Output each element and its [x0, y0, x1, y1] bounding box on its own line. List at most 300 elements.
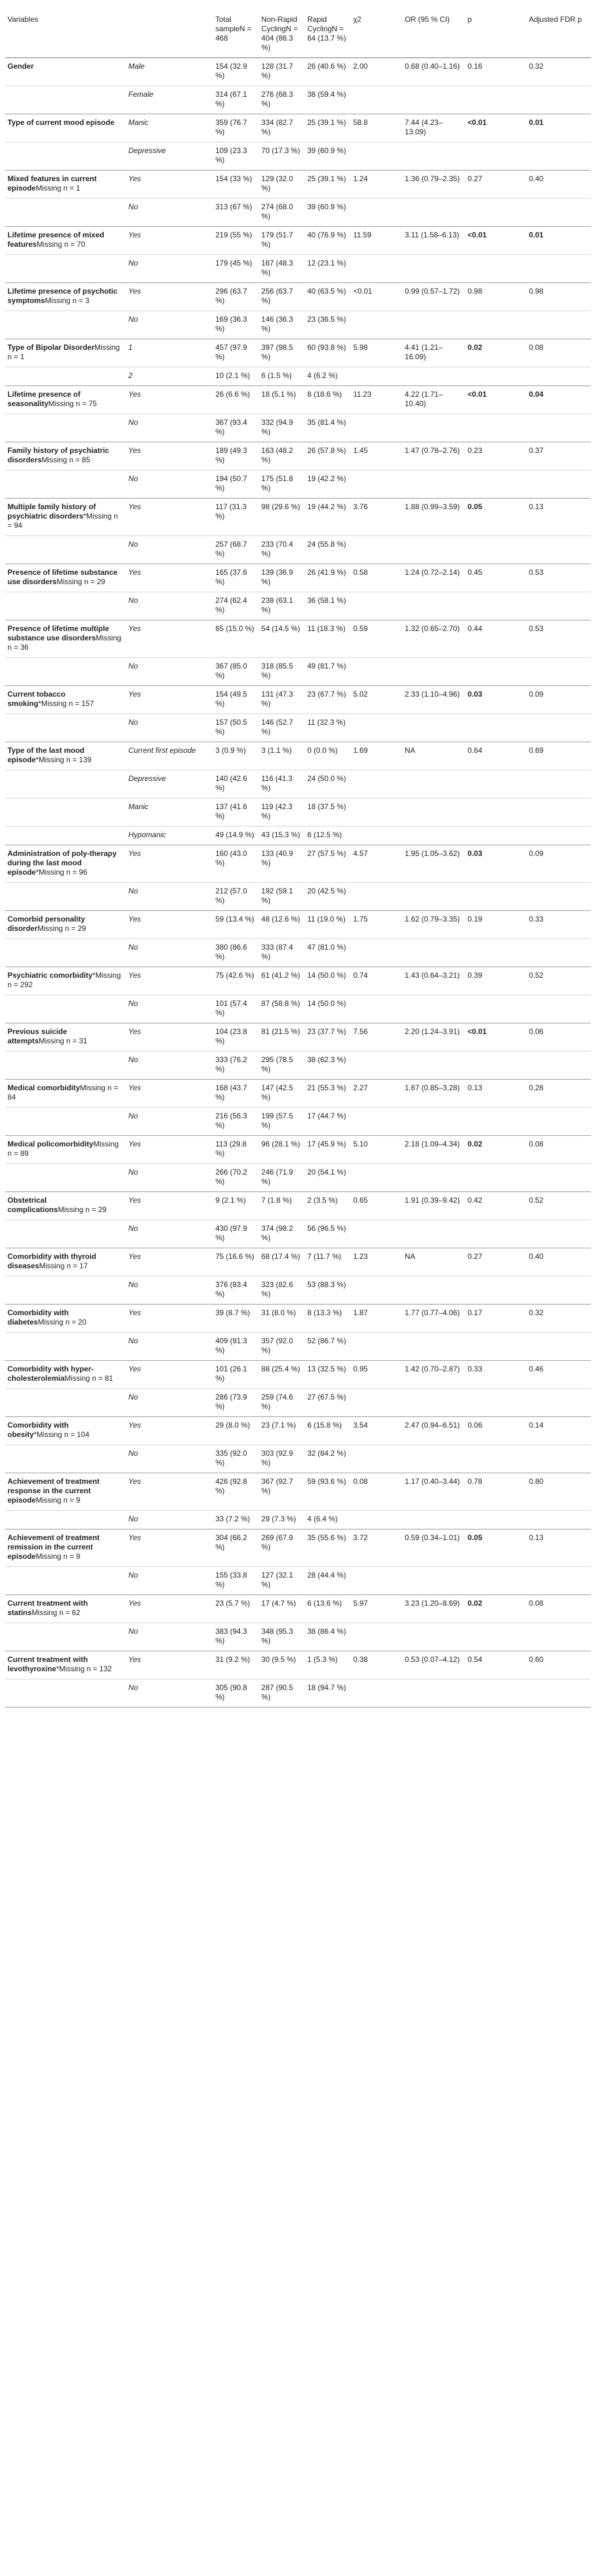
table-row	[5, 686, 591, 714]
p-value-cell	[465, 1108, 527, 1136]
table-row	[5, 798, 591, 827]
adjusted-fdr-cell	[527, 658, 591, 686]
adjusted-fdr-cell: 0.08	[527, 1136, 591, 1164]
p-value-cell: 0.03	[465, 686, 527, 714]
non-rapid-cycling-cell: 43 (15.3 %)	[259, 827, 305, 845]
p-value-cell: 0.05	[465, 499, 527, 536]
odds-ratio-cell	[402, 714, 465, 742]
table-row	[5, 1305, 591, 1333]
adjusted-fdr-cell	[527, 1164, 591, 1192]
total-sample-cell: 367 (85.0 %)	[213, 658, 259, 686]
table-row	[5, 911, 591, 939]
header-chi-square: χ2	[350, 11, 402, 58]
odds-ratio-cell: 2.20 (1.24–3.91)	[402, 1023, 465, 1052]
non-rapid-cycling-cell: 276 (68.3 %)	[259, 86, 305, 114]
variable-cell	[5, 658, 126, 686]
level-cell: No	[126, 1108, 213, 1136]
odds-ratio-cell	[402, 1276, 465, 1305]
adjusted-fdr-cell: 0.13	[527, 499, 591, 536]
p-value-cell	[465, 1389, 527, 1417]
p-value-cell: 0.45	[465, 564, 527, 592]
odds-ratio-cell	[402, 798, 465, 827]
missing-count: *Missing n = 139	[36, 755, 92, 764]
variable-cell	[5, 564, 126, 592]
table-row	[5, 339, 591, 367]
non-rapid-cycling-cell: 23 (7.1 %)	[259, 1417, 305, 1445]
non-rapid-cycling-cell: 192 (59.1 %)	[259, 883, 305, 911]
table-row	[5, 714, 591, 742]
variable-cell	[5, 1417, 126, 1445]
odds-ratio-cell: 0.68 (0.40–1.16)	[402, 58, 465, 86]
p-value-cell	[465, 658, 527, 686]
non-rapid-cycling-cell: 318 (85.5 %)	[259, 658, 305, 686]
variable-name: Type of Bipolar Disorder	[7, 343, 95, 352]
variable-cell	[5, 414, 126, 442]
odds-ratio-cell	[402, 1679, 465, 1708]
rapid-cycling-cell: 6 (15.8 %)	[305, 1417, 351, 1445]
rapid-cycling-cell: 60 (93.8 %)	[305, 339, 351, 367]
rapid-cycling-cell: 39 (60.9 %)	[305, 142, 351, 171]
non-rapid-cycling-cell: 81 (21.5 %)	[259, 1023, 305, 1052]
chi-square-cell: 0.59	[350, 620, 402, 658]
variable-cell	[5, 1080, 126, 1108]
odds-ratio-cell: 1.67 (0.85–3.28)	[402, 1080, 465, 1108]
odds-ratio-cell: 1.88 (0.99–3.59)	[402, 499, 465, 536]
variable-cell	[5, 1361, 126, 1389]
adjusted-fdr-cell	[527, 1052, 591, 1080]
total-sample-cell: 3 (0.9 %)	[213, 742, 259, 770]
rapid-cycling-cell: 40 (63.5 %)	[305, 283, 351, 311]
chi-square-cell	[350, 939, 402, 967]
odds-ratio-cell	[402, 883, 465, 911]
table-row	[5, 658, 591, 686]
header-adjusted-fdr-p: Adjusted FDR p	[527, 11, 591, 58]
variable-cell	[5, 592, 126, 620]
non-rapid-cycling-cell: 48 (12.6 %)	[259, 911, 305, 939]
variable-cell	[5, 1595, 126, 1623]
p-value-cell	[465, 1164, 527, 1192]
non-rapid-cycling-cell: 17 (4.7 %)	[259, 1595, 305, 1623]
non-rapid-cycling-cell: 199 (57.5 %)	[259, 1108, 305, 1136]
p-value-cell	[465, 770, 527, 798]
variable-name: Current tobacco smoking	[7, 690, 66, 708]
p-value-cell	[465, 1276, 527, 1305]
non-rapid-cycling-cell: 295 (78.5 %)	[259, 1052, 305, 1080]
variable-name: Type of current mood episode	[7, 118, 115, 127]
odds-ratio-cell: NA	[402, 1248, 465, 1276]
chi-square-cell: 2.00	[350, 58, 402, 86]
variable-name: Comorbidity with hyper-cholesterolemia	[7, 1365, 94, 1383]
odds-ratio-cell: 1.43 (0.64–3.21)	[402, 967, 465, 995]
p-value-cell: 0.05	[465, 1529, 527, 1567]
adjusted-fdr-cell	[527, 1333, 591, 1361]
variable-cell	[5, 1276, 126, 1305]
level-cell: No	[126, 883, 213, 911]
total-sample-cell: 168 (43.7 %)	[213, 1080, 259, 1108]
header-odds-ratio: OR (95 % CI)	[402, 11, 465, 58]
total-sample-cell: 117 (31.3 %)	[213, 499, 259, 536]
variable-name: Previous suicide attempts	[7, 1027, 67, 1045]
total-sample-cell: 430 (97.9 %)	[213, 1220, 259, 1248]
table-row	[5, 1389, 591, 1417]
rapid-cycling-cell: 4 (6.2 %)	[305, 367, 351, 386]
rapid-cycling-cell: 4 (6.4 %)	[305, 1511, 351, 1529]
total-sample-cell: 212 (57.0 %)	[213, 883, 259, 911]
total-sample-cell: 274 (62.4 %)	[213, 592, 259, 620]
rapid-cycling-cell: 32 (84.2 %)	[305, 1445, 351, 1473]
total-sample-cell: 155 (33.8 %)	[213, 1567, 259, 1595]
adjusted-fdr-cell: 0.04	[527, 386, 591, 414]
adjusted-fdr-cell	[527, 714, 591, 742]
rapid-cycling-cell: 0 (0.0 %)	[305, 742, 351, 770]
chi-square-cell: 2.27	[350, 1080, 402, 1108]
non-rapid-cycling-cell: 18 (5.1 %)	[259, 386, 305, 414]
table-row	[5, 442, 591, 470]
total-sample-cell: 113 (29.8 %)	[213, 1136, 259, 1164]
total-sample-cell: 359 (76.7 %)	[213, 114, 259, 142]
variable-cell	[5, 283, 126, 311]
missing-count: Missing n = 3	[45, 296, 90, 305]
non-rapid-cycling-cell: 70 (17.3 %)	[259, 142, 305, 171]
level-cell: Female	[126, 86, 213, 114]
adjusted-fdr-cell	[527, 536, 591, 564]
odds-ratio-cell: 4.41 (1.21–16.09)	[402, 339, 465, 367]
missing-count: Missing n = 62	[31, 1608, 81, 1617]
level-cell: Yes	[126, 845, 213, 883]
rapid-cycling-cell: 23 (36.5 %)	[305, 311, 351, 339]
table-row	[5, 1361, 591, 1389]
level-cell: No	[126, 1333, 213, 1361]
rapid-cycling-cell: 20 (54.1 %)	[305, 1164, 351, 1192]
adjusted-fdr-cell: 0.32	[527, 1305, 591, 1333]
p-value-cell	[465, 1052, 527, 1080]
p-value-cell: 0.02	[465, 1595, 527, 1623]
chi-square-cell	[350, 414, 402, 442]
variable-cell	[5, 1511, 126, 1529]
total-sample-cell: 9 (2.1 %)	[213, 1192, 259, 1220]
variable-cell	[5, 1052, 126, 1080]
variable-name: Psychiatric comorbidity	[7, 971, 93, 980]
table-row	[5, 592, 591, 620]
non-rapid-cycling-cell: 303 (92.9 %)	[259, 1445, 305, 1473]
rapid-cycling-cell: 26 (40.6 %)	[305, 58, 351, 86]
chi-square-cell	[350, 658, 402, 686]
level-cell: 2	[126, 367, 213, 386]
adjusted-fdr-cell	[527, 414, 591, 442]
table-row	[5, 1220, 591, 1248]
table-row	[5, 536, 591, 564]
chi-square-cell: 1.24	[350, 171, 402, 199]
level-cell: Yes	[126, 1529, 213, 1567]
rapid-cycling-cell: 18 (37.5 %)	[305, 798, 351, 827]
adjusted-fdr-cell	[527, 1511, 591, 1529]
results-table	[5, 11, 591, 1708]
odds-ratio-cell	[402, 255, 465, 283]
table-row	[5, 58, 591, 86]
odds-ratio-cell: 1.24 (0.72–2.14)	[402, 564, 465, 592]
total-sample-cell: 304 (66.2 %)	[213, 1529, 259, 1567]
non-rapid-cycling-cell: 116 (41.3 %)	[259, 770, 305, 798]
variable-cell	[5, 227, 126, 255]
p-value-cell: 0.02	[465, 339, 527, 367]
adjusted-fdr-cell: 0.98	[527, 283, 591, 311]
total-sample-cell: 75 (16.6 %)	[213, 1248, 259, 1276]
p-value-cell	[465, 1567, 527, 1595]
non-rapid-cycling-cell: 246 (71.9 %)	[259, 1164, 305, 1192]
table-row	[5, 1651, 591, 1679]
total-sample-cell: 157 (50.5 %)	[213, 714, 259, 742]
chi-square-cell: 1.87	[350, 1305, 402, 1333]
table-row	[5, 1679, 591, 1708]
adjusted-fdr-cell	[527, 1623, 591, 1651]
variable-cell	[5, 1023, 126, 1052]
level-cell: No	[126, 1052, 213, 1080]
table-row	[5, 311, 591, 339]
chi-square-cell: 3.72	[350, 1529, 402, 1567]
variable-cell	[5, 142, 126, 171]
variable-name: Lifetime presence of mixed features	[7, 231, 104, 249]
rapid-cycling-cell: 6 (13.6 %)	[305, 1595, 351, 1623]
rapid-cycling-cell: 24 (50.0 %)	[305, 770, 351, 798]
rapid-cycling-cell: 35 (55.6 %)	[305, 1529, 351, 1567]
total-sample-cell: 154 (33 %)	[213, 171, 259, 199]
variable-name: Comorbid personality disorder	[7, 915, 86, 933]
table-row	[5, 86, 591, 114]
rapid-cycling-cell: 19 (42.2 %)	[305, 470, 351, 499]
rapid-cycling-cell: 26 (57.8 %)	[305, 442, 351, 470]
p-value-cell: 0.23	[465, 442, 527, 470]
p-value-cell: 0.64	[465, 742, 527, 770]
rapid-cycling-cell: 49 (81.7 %)	[305, 658, 351, 686]
missing-count: Missing n = 1	[36, 184, 81, 192]
non-rapid-cycling-cell: 119 (42.3 %)	[259, 798, 305, 827]
odds-ratio-cell	[402, 658, 465, 686]
odds-ratio-cell: NA	[402, 742, 465, 770]
p-value-cell: 0.27	[465, 171, 527, 199]
header-p-value: p	[465, 11, 527, 58]
p-value-cell	[465, 995, 527, 1023]
adjusted-fdr-cell: 0.09	[527, 686, 591, 714]
odds-ratio-cell: 1.17 (0.40–3.44)	[402, 1473, 465, 1511]
odds-ratio-cell	[402, 1511, 465, 1529]
chi-square-cell: 4.57	[350, 845, 402, 883]
variable-cell	[5, 470, 126, 499]
chi-square-cell	[350, 798, 402, 827]
non-rapid-cycling-cell: 333 (87.4 %)	[259, 939, 305, 967]
variable-name: Mixed features in current episode	[7, 174, 97, 192]
header-variables: Variables	[5, 11, 126, 58]
table-row	[5, 1445, 591, 1473]
non-rapid-cycling-cell: 127 (32.1 %)	[259, 1567, 305, 1595]
non-rapid-cycling-cell: 31 (8.0 %)	[259, 1305, 305, 1333]
adjusted-fdr-cell: 0.13	[527, 1529, 591, 1567]
odds-ratio-cell	[402, 142, 465, 171]
table-row	[5, 114, 591, 142]
rapid-cycling-cell: 24 (55.8 %)	[305, 536, 351, 564]
missing-count: Missing n = 29	[56, 577, 106, 586]
p-value-cell: 0.02	[465, 1136, 527, 1164]
adjusted-fdr-cell: 0.40	[527, 171, 591, 199]
odds-ratio-cell	[402, 1164, 465, 1192]
table-row	[5, 1164, 591, 1192]
table-row	[5, 939, 591, 967]
chi-square-cell: 58.8	[350, 114, 402, 142]
variable-cell	[5, 386, 126, 414]
chi-square-cell: 3.76	[350, 499, 402, 536]
non-rapid-cycling-cell: 98 (29.6 %)	[259, 499, 305, 536]
non-rapid-cycling-cell: 233 (70.4 %)	[259, 536, 305, 564]
adjusted-fdr-cell: 0.60	[527, 1651, 591, 1679]
p-value-cell	[465, 311, 527, 339]
variable-cell	[5, 967, 126, 995]
odds-ratio-cell	[402, 536, 465, 564]
non-rapid-cycling-cell: 88 (25.4 %)	[259, 1361, 305, 1389]
p-value-cell: 0.98	[465, 283, 527, 311]
p-value-cell	[465, 142, 527, 171]
variable-cell	[5, 1248, 126, 1276]
odds-ratio-cell	[402, 939, 465, 967]
total-sample-cell: 179 (45 %)	[213, 255, 259, 283]
p-value-cell	[465, 86, 527, 114]
missing-count: Missing n = 36	[7, 634, 122, 652]
chi-square-cell: <0.01	[350, 283, 402, 311]
total-sample-cell: 409 (91.3 %)	[213, 1333, 259, 1361]
level-cell: No	[126, 1164, 213, 1192]
p-value-cell: 0.33	[465, 1361, 527, 1389]
total-sample-cell: 109 (23.3 %)	[213, 142, 259, 171]
total-sample-cell: 380 (86.6 %)	[213, 939, 259, 967]
rapid-cycling-cell: 20 (42.5 %)	[305, 883, 351, 911]
rapid-cycling-cell: 28 (44.4 %)	[305, 1567, 351, 1595]
total-sample-cell: 189 (49.3 %)	[213, 442, 259, 470]
chi-square-cell: 7.56	[350, 1023, 402, 1052]
p-value-cell	[465, 255, 527, 283]
odds-ratio-cell	[402, 199, 465, 227]
variable-cell	[5, 1305, 126, 1333]
total-sample-cell: 296 (63.7 %)	[213, 283, 259, 311]
missing-count: *Missing n = 96	[36, 868, 87, 877]
non-rapid-cycling-cell: 397 (98.5 %)	[259, 339, 305, 367]
adjusted-fdr-cell: 0.01	[527, 227, 591, 255]
chi-square-cell	[350, 1567, 402, 1595]
table-row	[5, 1529, 591, 1567]
header-rapid-cycling: Rapid CyclingN = 64 (13.7 %)	[305, 11, 351, 58]
non-rapid-cycling-cell: 287 (90.5 %)	[259, 1679, 305, 1708]
total-sample-cell: 457 (97.9 %)	[213, 339, 259, 367]
table-row	[5, 564, 591, 592]
adjusted-fdr-cell: 0.52	[527, 967, 591, 995]
variable-cell	[5, 1333, 126, 1361]
adjusted-fdr-cell: 0.33	[527, 911, 591, 939]
non-rapid-cycling-cell: 29 (7.3 %)	[259, 1511, 305, 1529]
table-row	[5, 1108, 591, 1136]
level-cell: Yes	[126, 442, 213, 470]
non-rapid-cycling-cell: 7 (1.8 %)	[259, 1192, 305, 1220]
variable-cell	[5, 86, 126, 114]
variable-cell	[5, 1445, 126, 1473]
level-cell: Yes	[126, 1192, 213, 1220]
variable-cell	[5, 1567, 126, 1595]
header-total-sample: Total sampleN = 468	[213, 11, 259, 58]
adjusted-fdr-cell: 0.46	[527, 1361, 591, 1389]
non-rapid-cycling-cell: 146 (36.3 %)	[259, 311, 305, 339]
chi-square-cell	[350, 142, 402, 171]
variable-cell	[5, 1192, 126, 1220]
chi-square-cell: 0.65	[350, 1192, 402, 1220]
total-sample-cell: 266 (70.2 %)	[213, 1164, 259, 1192]
adjusted-fdr-cell	[527, 827, 591, 845]
level-cell: No	[126, 658, 213, 686]
adjusted-fdr-cell: 0.40	[527, 1248, 591, 1276]
total-sample-cell: 10 (2.1 %)	[213, 367, 259, 386]
level-cell: Current first episode	[126, 742, 213, 770]
odds-ratio-cell: 1.91 (0.39–9.42)	[402, 1192, 465, 1220]
non-rapid-cycling-cell: 332 (94.9 %)	[259, 414, 305, 442]
table-row	[5, 827, 591, 845]
table-row	[5, 1567, 591, 1595]
non-rapid-cycling-cell: 6 (1.5 %)	[259, 367, 305, 386]
p-value-cell: <0.01	[465, 114, 527, 142]
adjusted-fdr-cell: 0.53	[527, 620, 591, 658]
odds-ratio-cell	[402, 995, 465, 1023]
p-value-cell	[465, 1679, 527, 1708]
odds-ratio-cell	[402, 470, 465, 499]
non-rapid-cycling-cell: 374 (98.2 %)	[259, 1220, 305, 1248]
non-rapid-cycling-cell: 3 (1.1 %)	[259, 742, 305, 770]
chi-square-cell	[350, 367, 402, 386]
non-rapid-cycling-cell: 179 (51.7 %)	[259, 227, 305, 255]
level-cell: No	[126, 255, 213, 283]
missing-count: Missing n = 85	[41, 455, 91, 464]
total-sample-cell: 140 (42.6 %)	[213, 770, 259, 798]
chi-square-cell	[350, 592, 402, 620]
header-level	[126, 11, 213, 58]
chi-square-cell: 0.95	[350, 1361, 402, 1389]
rapid-cycling-cell: 21 (55.3 %)	[305, 1080, 351, 1108]
non-rapid-cycling-cell: 323 (82.6 %)	[259, 1276, 305, 1305]
chi-square-cell	[350, 536, 402, 564]
level-cell: Yes	[126, 1473, 213, 1511]
chi-square-cell: 1.69	[350, 742, 402, 770]
level-cell: Hypomanic	[126, 827, 213, 845]
chi-square-cell	[350, 827, 402, 845]
odds-ratio-cell	[402, 827, 465, 845]
rapid-cycling-cell: 1 (5.3 %)	[305, 1651, 351, 1679]
level-cell: Yes	[126, 1595, 213, 1623]
chi-square-cell: 3.54	[350, 1417, 402, 1445]
table-row	[5, 283, 591, 311]
non-rapid-cycling-cell: 269 (67.9 %)	[259, 1529, 305, 1567]
missing-count: *Missing n = 94	[7, 512, 118, 530]
level-cell: Yes	[126, 386, 213, 414]
chi-square-cell: 11.23	[350, 386, 402, 414]
level-cell: Yes	[126, 499, 213, 536]
variable-cell	[5, 367, 126, 386]
chi-square-cell: 1.75	[350, 911, 402, 939]
table-row	[5, 414, 591, 442]
non-rapid-cycling-cell: 147 (42.5 %)	[259, 1080, 305, 1108]
total-sample-cell: 33 (7.2 %)	[213, 1511, 259, 1529]
chi-square-cell	[350, 470, 402, 499]
adjusted-fdr-cell	[527, 1567, 591, 1595]
adjusted-fdr-cell	[527, 939, 591, 967]
chi-square-cell	[350, 86, 402, 114]
variable-cell	[5, 939, 126, 967]
adjusted-fdr-cell	[527, 1276, 591, 1305]
variable-name: Comorbidity with thyroid diseases	[7, 1252, 96, 1270]
rapid-cycling-cell: 52 (86.7 %)	[305, 1333, 351, 1361]
variable-cell	[5, 1136, 126, 1164]
